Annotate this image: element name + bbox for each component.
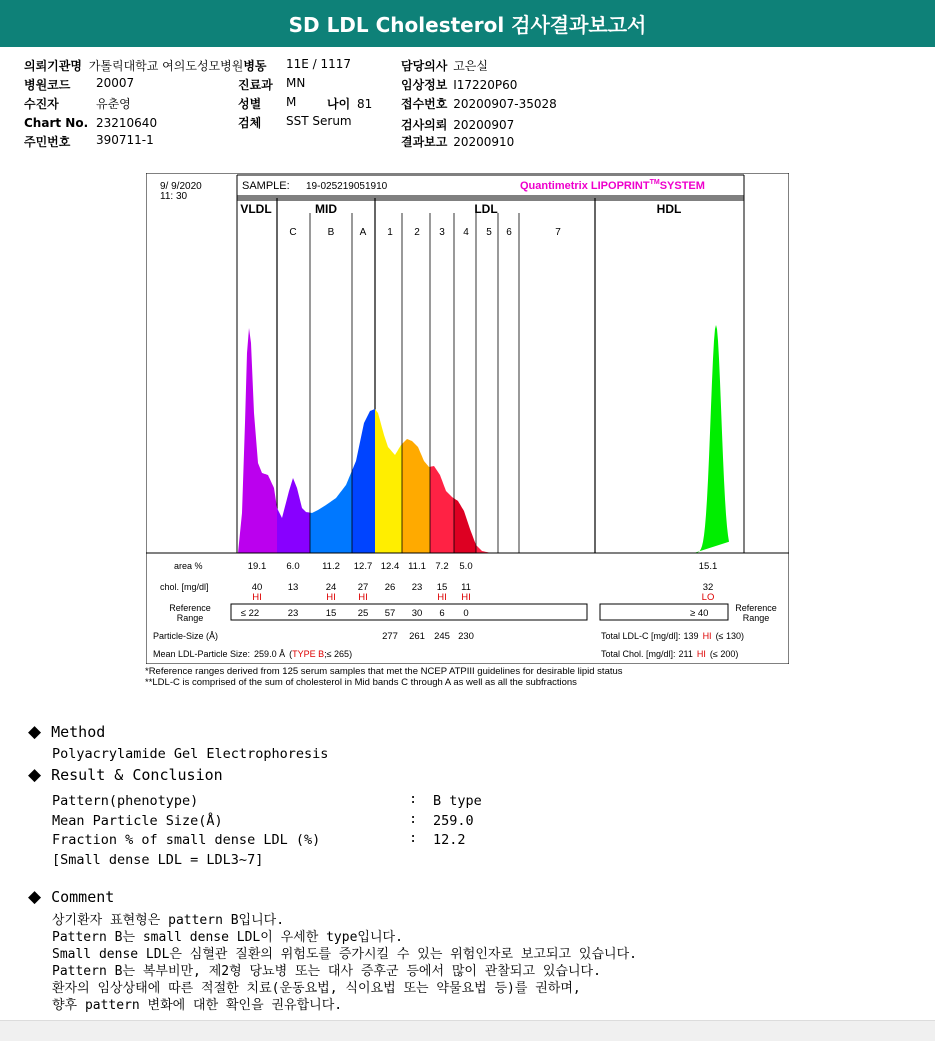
ref-value: 30 — [411, 608, 423, 619]
band-label-5: 5 — [486, 227, 492, 238]
chol-value: 32 — [702, 582, 714, 593]
band-label-2: 2 — [414, 227, 420, 238]
group-ldl: LDL — [474, 202, 498, 216]
comment-line: Pattern B는 small dense LDL이 우세한 type입니다. — [52, 930, 403, 945]
chol-value: 26 — [384, 582, 396, 593]
comment-line: 상기환자 표현형은 pattern B입니다. — [52, 913, 285, 928]
flag-value: HI — [326, 592, 336, 603]
comment-line: Small dense LDL은 심혈관 질환의 위험도를 증가시킬 수 있는 위험인자로 보고되고 있습니다. — [52, 947, 637, 962]
comment-line: Pattern B는 복부비만, 제2형 당뇨병 또는 대사 증후군 등에서 많이 관찰되고 있습니다. — [52, 964, 601, 979]
chol-value: 13 — [287, 582, 299, 593]
band-label-1: 1 — [387, 227, 393, 238]
result-value-pattern: B type — [433, 793, 482, 809]
ref-value: 0 — [463, 608, 469, 619]
request-row: 검사의뢰 20200907 — [401, 118, 515, 132]
diamond-icon: ◆ — [28, 887, 42, 907]
chol-value: 24 — [325, 582, 337, 593]
result-label-fraction: Fraction % of small dense LDL (%) — [52, 832, 321, 848]
sample-id: 19-025219051910 — [306, 181, 388, 192]
total-ldlc-row: Total LDL-C [mg/dl]: 139 HI (≤ 130) — [601, 631, 745, 641]
band-label-4: 4 — [463, 227, 469, 238]
area-value: 12.4 — [380, 561, 400, 572]
result-heading: ◆ Result & Conclusion — [28, 765, 223, 785]
bottom-scroll-strip — [0, 1020, 935, 1041]
ref-value: ≤ 22 — [240, 608, 260, 619]
age-value: 81 — [357, 97, 373, 111]
ref-label-left: Reference Range — [169, 603, 211, 623]
particle-size-value: 261 — [409, 631, 425, 642]
group-hdl: HDL — [656, 202, 682, 216]
comment-line: 환자의 임상상태에 따른 적절한 치료(운동요법, 식이요법 또는 약물요법 등)를 권하며, — [52, 981, 581, 996]
result-label-pattern: Pattern(phenotype) — [52, 793, 199, 809]
result-colon: : — [409, 791, 418, 807]
flag-value: HI — [358, 592, 368, 603]
sex-value: M — [286, 95, 297, 109]
doctor-value: 고은실 — [453, 59, 488, 73]
area-value: 12.7 — [353, 561, 373, 572]
group-vldl: VLDL — [240, 202, 272, 216]
flag-value: HI — [252, 592, 262, 603]
clinical-info-value: I17220P60 — [453, 78, 518, 92]
comment-line: 향후 pattern 변화에 대한 확인을 권유합니다. — [52, 998, 343, 1013]
resident-no-value: 390711-1 — [96, 133, 154, 147]
footnote-2: **LDL-C is comprised of the sum of cholesterol in Mid bands C through A as well as all the subfractions — [145, 677, 577, 688]
chol-value: 15 — [436, 582, 448, 593]
title-bar — [0, 0, 935, 47]
group-mid: MID — [315, 202, 337, 216]
comment-heading: ◆ Comment — [28, 887, 115, 907]
flag-value: LO — [701, 592, 715, 603]
method-heading: ◆ Method — [28, 722, 106, 742]
resident-no-label: 주민번호 — [24, 135, 71, 149]
report-date-value: 20200910 — [453, 135, 515, 149]
chol-value: 27 — [357, 582, 369, 593]
area-value: 11.1 — [408, 561, 426, 572]
institution-value: 가톨릭대학교 여의도성모병원 — [88, 59, 244, 73]
chart-no-value: 23210640 — [96, 116, 158, 130]
ref-value: 57 — [384, 608, 396, 619]
chol-value: 11 — [461, 582, 471, 593]
particle-size-value: 245 — [434, 631, 450, 642]
area-label: area % — [174, 561, 203, 571]
institution-label: 의뢰기관명 — [24, 59, 82, 73]
report-title: SD LDL Cholesterol 검사결과보고서 — [288, 13, 647, 37]
diamond-icon: ◆ — [28, 765, 42, 785]
specimen-label: 검체 — [238, 116, 262, 130]
ref-value: 15 — [325, 608, 337, 619]
chol-value: 23 — [411, 582, 423, 593]
run-time: 11: 30 — [160, 191, 188, 202]
request-date-value: 20200907 — [453, 118, 515, 132]
flag-value: HI — [437, 592, 447, 603]
diamond-icon: ◆ — [28, 722, 42, 742]
specimen-value: SST Serum — [286, 114, 352, 128]
band-label-B: B — [327, 227, 335, 238]
ref-value: 23 — [287, 608, 299, 619]
receipt-row: 접수번호 20200907-35028 — [401, 97, 557, 111]
chol-value: 40 — [251, 582, 263, 593]
ward-label: 병동 — [243, 59, 267, 73]
receipt-no-value: 20200907-35028 — [453, 97, 557, 111]
mean-size-row: Mean LDL-Particle Size: 259.0 Å (TYPE B;≤ 265) — [153, 649, 353, 659]
result-note: [Small dense LDL = LDL3~7] — [52, 852, 264, 868]
dept-label: 진료과 — [238, 78, 273, 92]
run-date: 9/ 9/2020 — [160, 181, 202, 192]
sample-label: SAMPLE: — [242, 180, 290, 192]
footnote-1: *Reference ranges derived from 125 serum samples that met the NCEP ATPIII guidelines for desirable lipid status — [145, 666, 623, 677]
ref-value: 25 — [357, 608, 369, 619]
result-value-size: 259.0 — [433, 813, 474, 829]
doctor-row — [401, 57, 488, 74]
area-value: 11.2 — [322, 561, 340, 572]
chart-no-label: Chart No. — [24, 116, 89, 130]
band-label-7: 7 — [555, 227, 561, 238]
method-text: Polyacrylamide Gel Electrophoresis — [52, 746, 329, 762]
sex-label: 성별 — [238, 97, 262, 111]
particle-size-label: Particle-Size (Å) — [153, 631, 219, 641]
ref-value: 6 — [439, 608, 445, 619]
clinical-info-row: 임상정보 I17220P60 — [401, 78, 518, 92]
chol-label: chol. [mg/dl] — [160, 582, 209, 592]
band-label-C: C — [289, 227, 297, 238]
area-value: 6.0 — [286, 561, 300, 572]
area-value: 5.0 — [459, 561, 473, 572]
report-row: 결과보고 20200910 — [401, 135, 515, 149]
particle-size-value: 230 — [458, 631, 474, 642]
examinee-label: 수진자 — [24, 97, 59, 111]
hospital-code-label: 병원코드 — [24, 78, 71, 92]
examinee-value: 유춘영 — [96, 97, 131, 111]
dept-value: MN — [286, 76, 306, 90]
particle-size-value: 277 — [382, 631, 398, 642]
band-label-A: A — [359, 227, 367, 238]
result-value-fraction: 12.2 — [433, 832, 466, 848]
total-chol-row: Total Chol. [mg/dl]: 211 HI (≤ 200) — [601, 649, 739, 659]
result-colon: : — [409, 830, 418, 846]
result-label-size: Mean Particle Size(Å) — [52, 813, 223, 829]
area-value: 15.1 — [698, 561, 718, 572]
doctor-label: 담당의사 — [401, 59, 448, 73]
brand-name: Quantimetrix LIPOPRINT™SYSTEM — [520, 179, 705, 192]
band-label-6: 6 — [506, 227, 512, 238]
institution-row — [24, 57, 267, 74]
ref-label-right: Reference Range — [735, 603, 777, 623]
area-value: 19.1 — [247, 561, 267, 572]
band-label-3: 3 — [439, 227, 445, 238]
ref-hdl: ≥ 40 — [690, 608, 709, 619]
area-value: 7.2 — [435, 561, 449, 572]
result-colon: : — [409, 811, 418, 827]
lipoprint-report — [146, 173, 789, 664]
age-row: 나이 81 — [327, 97, 373, 111]
flag-value: HI — [461, 592, 471, 603]
hospital-code-value: 20007 — [96, 76, 135, 90]
ward-value: 11E / 1117 — [286, 57, 352, 71]
